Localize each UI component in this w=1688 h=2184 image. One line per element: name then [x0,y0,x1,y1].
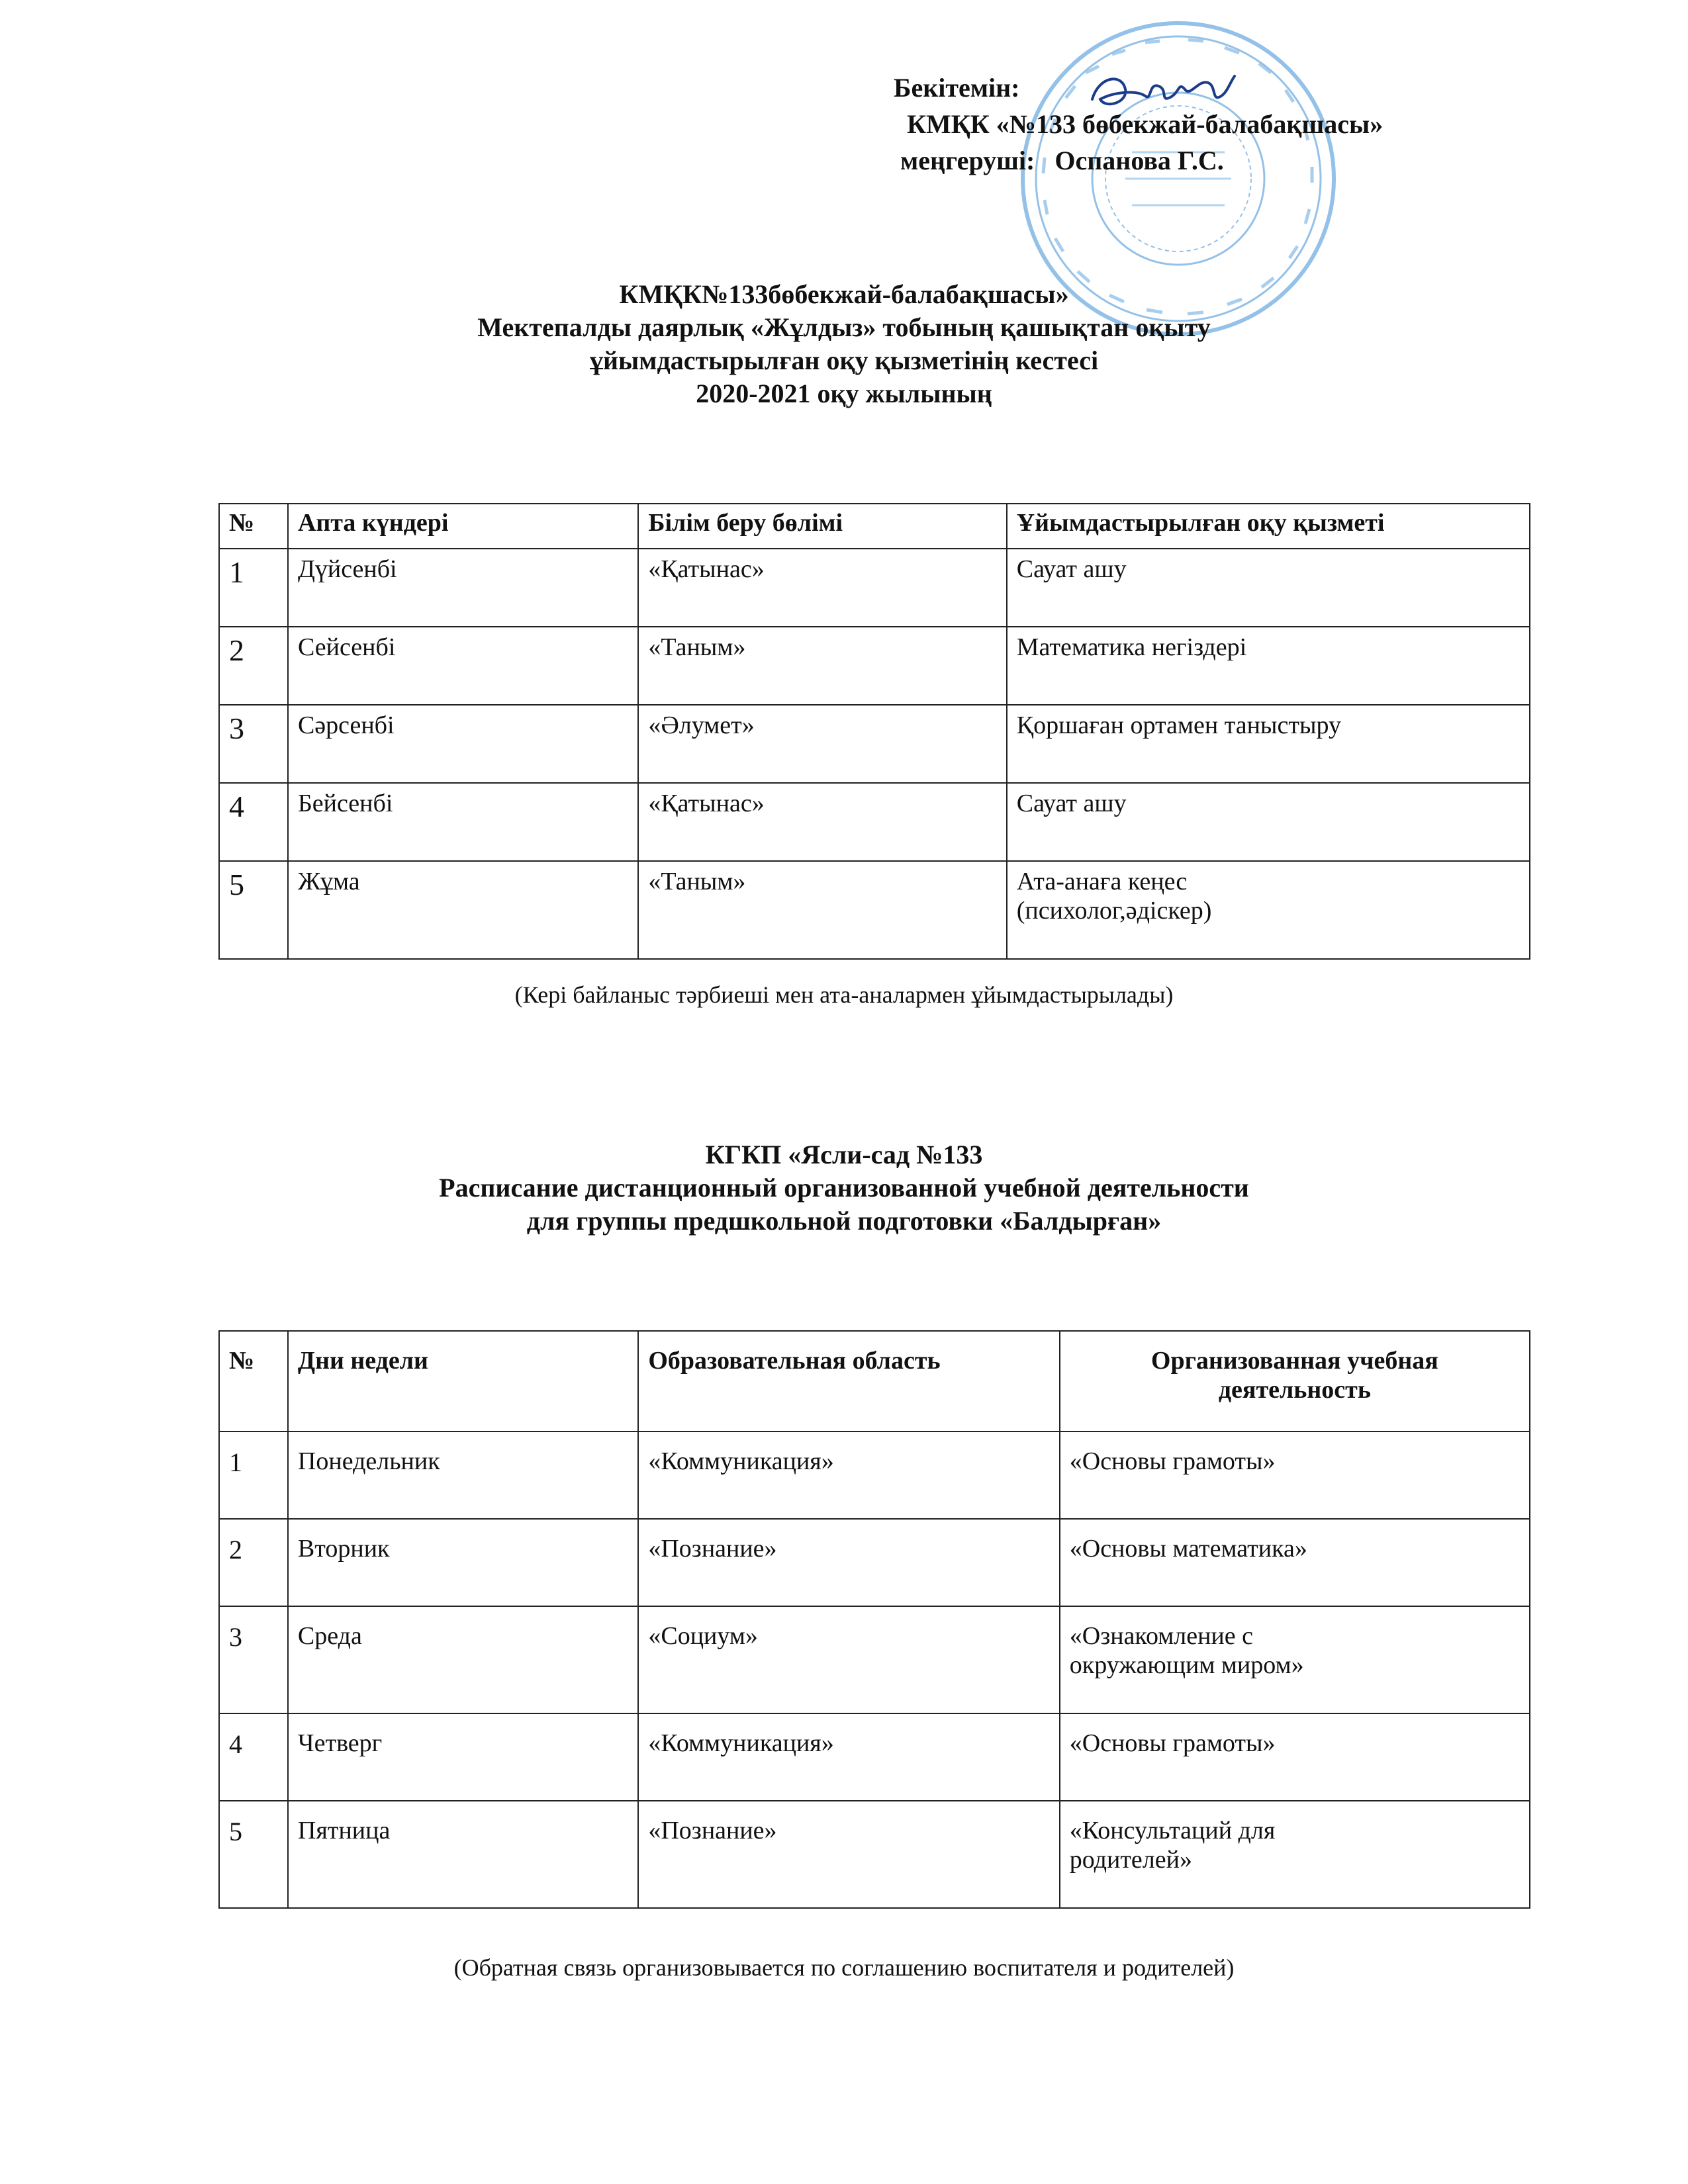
row-number: 3 [219,705,288,783]
day-cell: Среда [288,1606,638,1713]
table-row [219,549,1530,627]
ru-heading-line: для группы предшкольной подготовки «Балдырған» [526,1206,1162,1236]
table-row [219,861,1530,959]
table-row [219,627,1530,705]
activity-cell: Сауат ашу [1007,783,1530,861]
area-cell: «Таным» [638,861,1006,959]
header-cell: Білім беру бөлімі [638,504,1006,549]
approval-line-2: КМҚК «№133 бөбекжай-балабақшасы» [907,109,1383,139]
area-cell: «Әлумет» [638,705,1006,783]
day-cell: Четверг [288,1713,638,1801]
area-cell: «Познание» [638,1801,1059,1908]
area-cell: «Қатынас» [638,783,1006,861]
kz-heading-line: 2020-2021 оқу жылының [696,379,992,408]
activity-cell [1060,1801,1530,1908]
table-row [219,1519,1530,1606]
table-row [219,783,1530,861]
activity-cell: «Основы математика» [1060,1519,1530,1606]
activity-line: (психолог,әдіскер) [1016,897,1212,925]
header-line: деятельность [1218,1376,1371,1404]
header-cell: Апта күндері [288,504,638,549]
table-header-row [219,504,1530,549]
activity-cell [1060,1606,1530,1713]
activity-cell: «Основы грамоты» [1060,1432,1530,1519]
activity-line: «Консультаций для [1069,1817,1276,1844]
approval-block [880,69,1542,179]
activity-cell: «Основы грамоты» [1060,1713,1530,1801]
day-cell: Понедельник [288,1432,638,1519]
row-number: 2 [219,627,288,705]
activity-cell: Қоршаған ортамен таныстыру [1007,705,1530,783]
area-cell: «Социум» [638,1606,1059,1713]
kz-heading [0,278,1688,410]
approval-role: меңгеруші: [900,146,1035,175]
activity-line: родителей» [1069,1846,1192,1874]
header-cell: Образовательная область [638,1331,1059,1432]
table-row [219,1432,1530,1519]
activity-line: «Ознакомление с [1069,1622,1253,1650]
day-cell: Пятница [288,1801,638,1908]
kz-heading-line: ұйымдастырылған оқу қызметінің кестесі [589,345,1099,375]
kz-heading-line: КМҚК№133бөбекжай-балабақшасы» [619,279,1069,309]
header-cell: Дни недели [288,1331,638,1432]
approval-name: Оспанова Г.С. [1055,146,1224,175]
ru-feedback-note: (Обратная связь организовывается по соглашению воспитателя и родителей) [453,1954,1235,1981]
kz-heading-line: Мектепалды даярлық «Жұлдыз» тобының қашықтан оқыту [477,312,1211,342]
row-number: 5 [219,861,288,959]
area-cell: «Қатынас» [638,549,1006,627]
activity-line: окружающим миром» [1069,1651,1304,1679]
table-row [219,1713,1530,1801]
kz-schedule-table [218,503,1530,960]
area-cell: «Таным» [638,627,1006,705]
table-header-row [219,1331,1530,1432]
day-cell: Вторник [288,1519,638,1606]
ru-heading-line: КГКП «Ясли-сад №133 [705,1140,983,1169]
header-cell: № [219,1331,288,1432]
header-cell [1060,1331,1530,1432]
day-cell: Жұма [288,861,638,959]
ru-heading-line: Расписание дистанционный организованной учебной деятельности [439,1173,1249,1203]
activity-line: Ата-анаға кеңес [1016,868,1188,895]
table-row [219,705,1530,783]
table-row [219,1801,1530,1908]
approval-line-1: Бекітемін: [894,73,1020,103]
row-number: 4 [219,783,288,861]
row-number: 4 [219,1713,288,1801]
table-row [219,1606,1530,1713]
ru-schedule-table [218,1330,1530,1909]
activity-cell: Сауат ашу [1007,549,1530,627]
day-cell: Бейсенбі [288,783,638,861]
area-cell: «Познание» [638,1519,1059,1606]
activity-cell [1007,861,1530,959]
header-cell: Ұйымдастырылған оқу қызметі [1007,504,1530,549]
ru-heading [0,1138,1688,1238]
day-cell: Сәрсенбі [288,705,638,783]
header-line: Организованная учебная [1150,1347,1438,1375]
row-number: 5 [219,1801,288,1908]
day-cell: Сейсенбі [288,627,638,705]
approval-line-3 [880,142,1542,179]
area-cell: «Коммуникация» [638,1432,1059,1519]
row-number: 3 [219,1606,288,1713]
area-cell: «Коммуникация» [638,1713,1059,1801]
header-cell: № [219,504,288,549]
day-cell: Дүйсенбі [288,549,638,627]
row-number: 1 [219,549,288,627]
row-number: 2 [219,1519,288,1606]
row-number: 1 [219,1432,288,1519]
activity-cell: Математика негіздері [1007,627,1530,705]
kz-feedback-note: (Кері байланыс тәрбиеші мен ата-аналармен ұйымдастырылады) [514,981,1174,1008]
